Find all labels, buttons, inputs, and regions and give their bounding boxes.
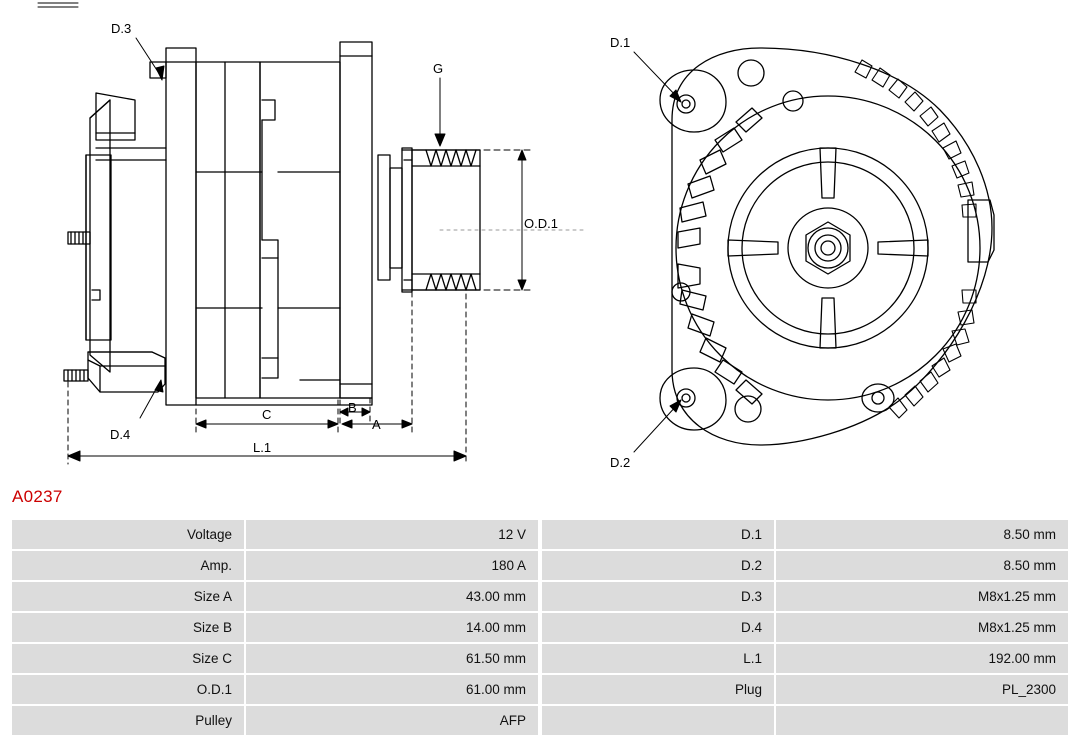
label-d3: D.3 xyxy=(111,21,132,36)
table-row xyxy=(542,675,1068,704)
callout-leaders xyxy=(136,38,445,418)
spec-value: PL_2300 xyxy=(776,675,1068,704)
table-row xyxy=(12,582,538,611)
spec-label: D.3 xyxy=(542,582,774,611)
rear-terminal-stud xyxy=(68,232,90,244)
connector-plug xyxy=(64,352,165,392)
spec-label: D.4 xyxy=(542,613,774,642)
spec-value: 61.00 mm xyxy=(246,675,538,704)
label-d2: D.2 xyxy=(610,455,631,470)
spec-label: Size C xyxy=(12,644,244,673)
table-row xyxy=(542,613,1068,642)
label-c: C xyxy=(262,407,272,422)
label-l1: L.1 xyxy=(253,440,272,455)
label-b: B xyxy=(348,400,357,415)
pulley xyxy=(402,148,480,292)
side-view-alternator xyxy=(64,42,480,405)
table-row xyxy=(542,582,1068,611)
cooling-fins xyxy=(855,60,976,418)
spec-value: 8.50 mm xyxy=(776,520,1068,549)
label-g: G xyxy=(433,61,444,76)
label-d1: D.1 xyxy=(610,35,631,50)
table-row xyxy=(12,520,538,549)
top-left-marks xyxy=(38,3,78,7)
spec-label: L.1 xyxy=(542,644,774,673)
front-callout-leaders xyxy=(634,52,681,452)
table-row xyxy=(542,551,1068,580)
spec-value: 14.00 mm xyxy=(246,613,538,642)
spec-label: Size A xyxy=(12,582,244,611)
spec-value: 192.00 mm xyxy=(776,644,1068,673)
table-row xyxy=(12,644,538,673)
spec-table-left xyxy=(10,518,540,737)
spec-label: O.D.1 xyxy=(12,675,244,704)
spec-value: 8.50 mm xyxy=(776,551,1068,580)
spec-label: Pulley xyxy=(12,706,244,735)
table-row xyxy=(542,520,1068,549)
spec-value: 180 A xyxy=(246,551,538,580)
front-view-alternator xyxy=(660,48,994,445)
table-row xyxy=(12,613,538,642)
part-code: A0237 xyxy=(12,487,63,506)
spec-label: Voltage xyxy=(12,520,244,549)
mounting-ear-top xyxy=(660,70,726,132)
spec-value: 43.00 mm xyxy=(246,582,538,611)
spec-label-empty xyxy=(542,706,774,735)
spec-label: D.1 xyxy=(542,520,774,549)
table-row xyxy=(12,706,538,735)
spec-value-empty xyxy=(776,706,1068,735)
table-row xyxy=(542,706,1068,735)
spec-label: Plug xyxy=(542,675,774,704)
spec-label: Amp. xyxy=(12,551,244,580)
label-d4: D.4 xyxy=(110,427,131,442)
label-od1: O.D.1 xyxy=(524,216,558,231)
dimension-lines xyxy=(68,150,585,464)
label-a: A xyxy=(372,417,381,432)
spec-table-right xyxy=(540,518,1070,737)
spec-label: Size B xyxy=(12,613,244,642)
spec-value: M8x1.25 mm xyxy=(776,613,1068,642)
spec-value: 61.50 mm xyxy=(246,644,538,673)
vent-slots xyxy=(678,108,762,404)
spec-value: AFP xyxy=(246,706,538,735)
specifications xyxy=(10,518,1070,737)
spec-value: M8x1.25 mm xyxy=(776,582,1068,611)
table-row xyxy=(12,675,538,704)
table-row xyxy=(542,644,1068,673)
spec-label: D.2 xyxy=(542,551,774,580)
spec-value: 12 V xyxy=(246,520,538,549)
table-row xyxy=(12,551,538,580)
